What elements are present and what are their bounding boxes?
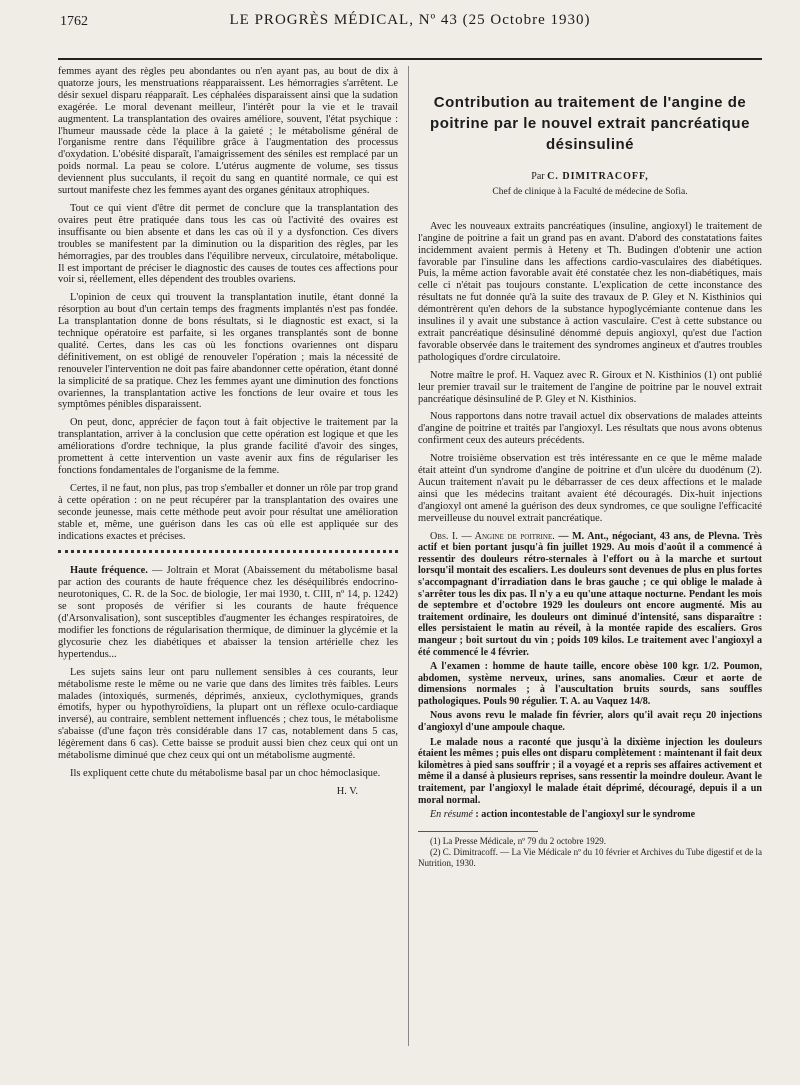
dotted-divider	[58, 550, 398, 553]
author-name: C. DIMITRACOFF,	[547, 171, 649, 182]
paragraph: Ils expliquent cette chute du métabolisme basal par un choc hémoclasique.	[70, 767, 381, 779]
observation-paragraph	[418, 531, 762, 659]
paragraph: Notre maître le prof. H. Vaquez avec R. Giroux et N. Kisthinios (1) ont publié leur premier travail sur le traitement de l'angine de poitrine par le nouvel extrait pancréatique désinsuliné de P. Gley et N. Kisthinios.	[418, 369, 762, 405]
observation-case	[418, 531, 762, 821]
footnotes	[418, 836, 762, 869]
review-paragraph	[58, 565, 398, 660]
observation-label: Obs. I. — Angine de poitrine.	[430, 530, 555, 542]
paragraph: A l'examen : homme de haute taille, encore obèse 100 kgr. 1/2. Poumon, abdomen, système nerveux, urines, sans anomalies. Cœur et aorte de dimensions normales ; à l'auscultation bruits sourds, sans souffles pathologiques. Pouls 90 régulier. T. A. au Vaquez 14/8.	[418, 661, 762, 707]
right-column	[418, 66, 762, 869]
byline	[418, 171, 762, 183]
paragraph: Certes, il ne faut, non plus, pas trop s'emballer et donner un rôle par trop grand à cette opération : on ne peut récupérer par la transplantation des ovaires une seconde jeunesse, mais cette méthode peut avoir pour résultat une amélioration stable et, même, une guérison dans les cas où elle est appliquée sur des indications exactes et précises.	[58, 482, 398, 542]
footnote: (1) La Presse Médicale, nº 79 du 2 octobre 1929.	[430, 835, 606, 846]
page-number: 1762	[60, 14, 88, 29]
article-title: Contribution au traitement de l'angine de poitrine par le nouvel extrait pancréatique désinsuliné	[430, 94, 750, 153]
section-heading: Haute fréquence.	[70, 565, 148, 577]
journal-title: LE PROGRÈS MÉDICAL, Nº 43 (25 Octobre 1930)	[229, 12, 591, 28]
footnote-rule	[418, 831, 538, 832]
paragraph: Les sujets sains leur ont paru nullement sensibles à ces courants, leur métabolisme reste le même ou ne varie que dans des limites très faibles. Leurs malades (intoxiqués, surmenés, déprimés, anxieux, cyclothymiques, grands émotifs, hyper ou hypothyroïdiens, la plupart ont un réflexe oculo-cardiaque inversé), au contraire, semblent nettement influencés ; chez tous, le métabolisme s'abaisse (d'une façon très considérable dans 17 cas, notablement dans 5 cas, légèrement dans 6 cas). Cette baisse se produit aussi bien chez ceux qui ont un métabolisme diminué que chez ceux qui ont un métabolisme augmenté.	[58, 666, 398, 762]
byline-prefix: Par	[531, 171, 545, 182]
review-text: — Joltrain et Morat (Abaissement du métabolisme basal par action des courants de haute fréquence chez les déséquilibrés endocrino-neurotoniques, C. R. de la Soc. de biologie, 1er mai 1930, t. CIII, nº 14, p. 1242) se sont proposés de vérifier si les courants de haute fréquence (d'Arsonvalisation), sont susceptibles d'augmenter les échanges respiratoires, de modifier les fonctions de régularisation thermique, de diminuer la glycémie et la glycosurie chez les diabétiques et abaisser la tension artérielle chez les hypertendus...	[58, 565, 398, 660]
left-column	[58, 66, 398, 798]
paragraph: Avec les nouveaux extraits pancréatiques (insuline, angioxyl) le traitement de l'angine de poitrine a fait un grand pas en avant. D'abord des constatations faites incidemment avaient permis à Heteny et Th. Budingen d'obtenir une action favorable par l'insuline dans les affections cardio-vasculaires des diabétiques. Puis, la même action favorable avait été constatée chez les non-diabétiques, mais celle ci n'était pas toujours constante. L'explication de cette inconstance des résultats ne fut donnée qu'à la suite des travaux de P. Gley et N. Kisthinios qui démontrèrent qu'en dehors de la substance hypoglycémiante contenue dans les insulines il y avait une substance à action vasculaire. C'est à cette substance ou extrait pancréatique désinsuliné dénommé depuis angioxyl, qu'est due l'action favorable observée dans le traitement des syndromes angineux et d'autres troubles pathologiques d'ordre circulatoire.	[418, 220, 762, 363]
paragraph: femmes ayant des règles peu abondantes ou n'en ayant pas, au bout de dix à quatorze jours, les menstruations réapparaissent. Les hémorragies s'arrêtent. Le désir sexuel disparu réapparaît. Les céphalées disparaissent ainsi que la sudation exagérée. Le moral devenant meilleur, l'intérêt pour la vie et le travail augmentent. La transplantation des ovaires améliore, souvent, l'état psychique : l'humeur maussade cède la place à la gaieté ; le métabolisme général de l'organisme rentre dans l'équilibre grâce à l'augmentation des processus d'oxydation. L'obésité disparaît, l'amaigrissement des séniles est remplacé par un poids normal. La peau se colore. L'utérus augmente de volume, ses tissus deviennent plus succulants, il reçoit du sang en quantité normale, ce qui est surtout manifeste chez les femmes ayant des organes génitaux atrophiques.	[58, 66, 398, 197]
author-affiliation: Chef de clinique à la Faculté de médecine de Sofia.	[492, 186, 688, 197]
paragraph: Le malade nous a raconté que jusqu'à la dixième injection les douleurs étaient les mêmes ; puis elles ont disparu complètement : maintenant il fait deux kilomètres à pied sans souffrir ; il a voyagé et a repris ses affaires activement et même il a dansé à plusieurs reprises, sans ressentir la moindre douleur. Avant le traitement, par l'angioxyl le malade était déprimé, découragé, depuis il a un moral normal.	[418, 736, 762, 806]
paragraph: On peut, donc, apprécier de façon tout à fait objective le traitement par la transplantation, arriver à la conclusion que cette opération est logique et que les améliorations d'ordre technique, la plus grande facilité d'avoir des singes, promettent à cette intervention un vaste avenir aux fins de régulariser les fonctions fondamentales de l'organisme de la femme.	[58, 417, 398, 476]
footnote: (2) C. Dimitracoff. — La Vie Médicale nº du 10 février et Archives du Tube digestif et de la Nutrition, 1930.	[418, 846, 762, 868]
paragraph: L'opinion de ceux qui trouvent la transplantation inutile, étant donné la résorption au bout d'un certain temps des fragments implantés n'est pas fondée. La transplantation donne de bons résultats, si le diagnostic est exact, si la technique opératoire est parfaite, si les organes transplantés sont de bonne qualité. Certes, dans les cas où les fonctions ovariennes ont disparu définitivement, on est obligé de renouveler l'opération ; mais la nécessité de renouveler l'intervention ne doit pas faire abandonner cette opération, étant donné la simplicité de sa pratique. Chez les femmes ayant une diminution des fonctions ovariennes, la transplantation active les fonctions de leur ovaire et tous les symptômes pénibles disparaissent.	[58, 292, 398, 411]
paragraph: Notre troisième observation est très intéressante en ce que le même malade était atteint d'un syndrome d'angine de poitrine et d'un ulcère du duodénum (2). Aucun traitement n'avait pu le débarrasser de ces deux affections et le malade ainsi que les médecins traitant avaient été découragés. Dix-huit injections d'angioxyl ont amené la guérison des deux syndromes, ce que souligne l'efficacité merveilleuse du nouvel extrait pancréatique.	[418, 453, 762, 524]
observation-text: — M. Ant., négociant, 43 ans, de Plevna. Très actif et bien portant jusqu'à fin juillet 1929. Au mois d'août il a commencé à ressentir des douleurs rétro-sternales à l'effort ou à la marche et surtout lorsqu'il montait des escaliers. Les douleurs sont devenues de plus en plus fortes s'accompagnant d'irradiation dans le bras gauche ; ce qui oblige le malade à s'arrêter tous les dix pas. Il n'y a eu qu'une attaque nocturne. Pendant les mois de septembre et d'octobre 1929 les douleurs ont encore augmenté. Mis au traitement ordinaire, les douleurs ont diminué d'intensité, sans disparaître : elles persistaient le matin au réveil, à la montée rapide des escaliers. Gros mangeur ; boit surtout du vin ; poids 109 kilos. Le traitement avec l'angioxyl a été commencé le 4 février.	[418, 530, 763, 658]
summary-paragraph	[418, 809, 762, 821]
column-divider	[408, 66, 409, 1046]
signature-initials: H. V.	[336, 785, 358, 797]
running-head	[60, 12, 760, 34]
header-rule	[58, 58, 762, 60]
summary-label: En résumé	[430, 809, 473, 821]
paragraph: Nous avons revu le malade fin février, alors qu'il avait reçu 20 injections d'angioxyl d'une ampoule chaque.	[418, 710, 762, 734]
paragraph: Nous rapportons dans notre travail actuel dix observations de malades atteints d'angine de poitrine et traités par l'angioxyl. Les résultats que nous avons obtenus confirment ceux des auteurs précédents.	[418, 411, 762, 447]
paragraph: Tout ce qui vient d'être dit permet de conclure que la transplantation des ovaires peut être pratiquée dans tous les cas où l'activité des ovaires est insuffisante ou bien absente et dans les cas où il y a dysfonction. Ces divers troubles se manifestent par la diminution ou la disparition des règles, par les hémorragies, par des troubles dans l'équilibre nerveux, circulatoire, métabolique. Il est important de préciser le diagnostic des causes de toutes ces affections pour voir si, réellement, elles dépendent des troubles ovariens.	[58, 202, 398, 286]
summary-text: : action incontestable de l'angioxyl sur le syndrome	[475, 809, 696, 821]
